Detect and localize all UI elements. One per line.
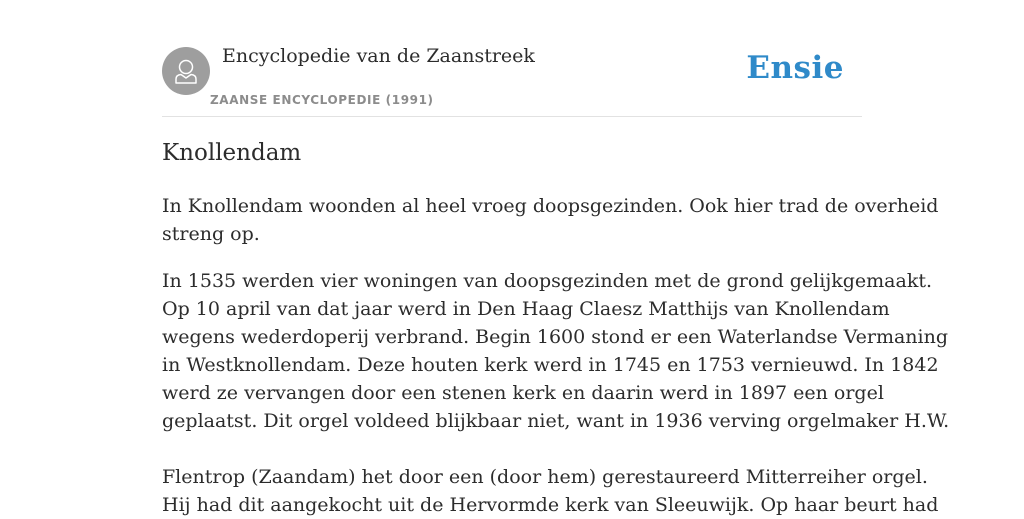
article-title: Knollendam <box>162 140 302 166</box>
ensie-logo[interactable]: Ensie <box>746 50 844 86</box>
paragraph-line: streng op. <box>162 223 260 245</box>
paragraph-line: In 1535 werden vier woningen van doopsgezinden met de grond gelijkgemaakt. <box>162 270 933 292</box>
paragraph-line: Op 10 april van dat jaar werd in Den Haag Claesz Matthijs van Knollendam <box>162 298 890 320</box>
article-paragraph <box>162 267 950 435</box>
paragraph-line: in Westknollendam. Deze houten kerk werd in 1745 en 1753 vernieuwd. In 1842 <box>162 354 939 376</box>
source-header <box>162 0 862 117</box>
source-subtitle: ZAANSE ENCYCLOPEDIE (1991) <box>210 93 434 107</box>
source-avatar[interactable] <box>162 47 210 95</box>
page-container <box>162 0 950 516</box>
user-icon <box>162 47 210 95</box>
paragraph-line: Hij had dit aangekocht uit de Hervormde kerk van Sleeuwijk. Op haar beurt had <box>162 494 939 516</box>
source-title[interactable]: Encyclopedie van de Zaanstreek <box>222 45 535 67</box>
paragraph-line: geplaatst. Dit orgel voldeed blijkbaar niet, want in 1936 verving orgelmaker H.W. <box>162 410 950 432</box>
paragraph-line: werd ze vervangen door een stenen kerk en daarin werd in 1897 een orgel <box>162 382 884 404</box>
paragraph-line: In Knollendam woonden al heel vroeg doopsgezinden. Ook hier trad de overheid <box>162 195 939 217</box>
paragraph-line: Flentrop (Zaandam) het door een (door hem) gerestaureerd Mitterreiher orgel. <box>162 466 928 488</box>
paragraph-line: wegens wederdoperij verbrand. Begin 1600 stond er een Waterlandse Vermaning <box>162 326 949 348</box>
article-paragraph <box>162 463 939 519</box>
article-paragraph <box>162 192 939 248</box>
